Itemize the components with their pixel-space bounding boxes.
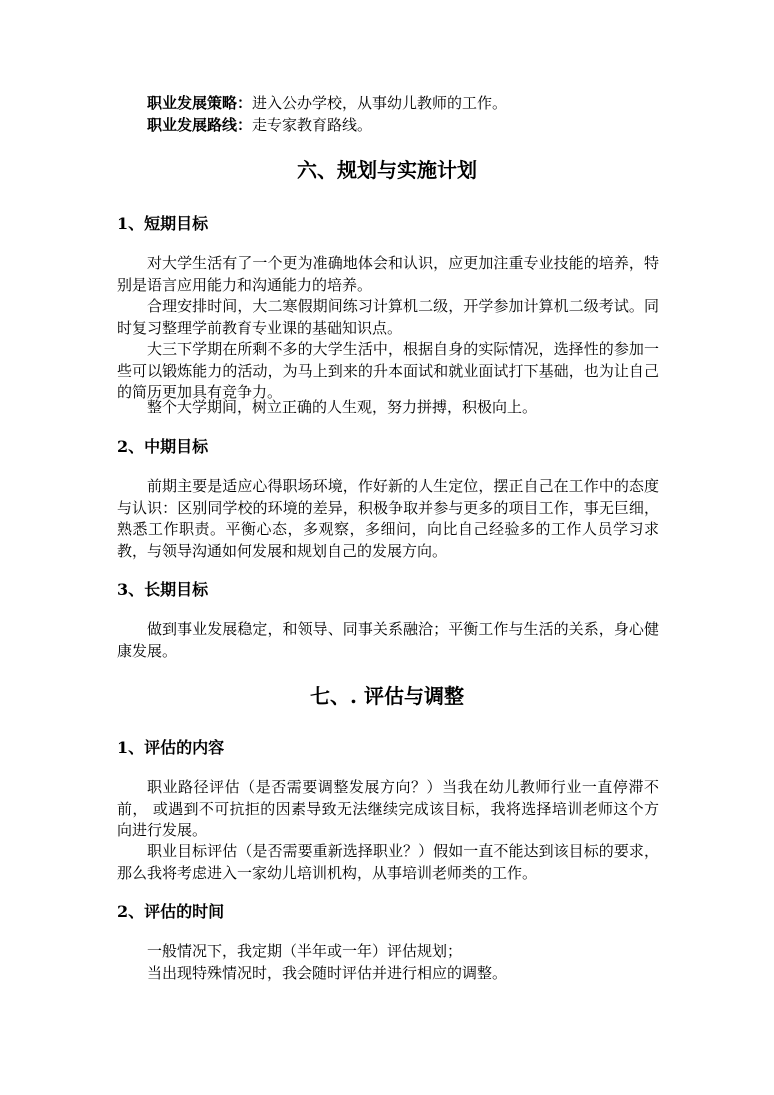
career-route-label: 职业发展路线： (147, 116, 253, 134)
career-strategy-text: 进入公办学校，从事幼儿教师的工作。 (252, 94, 508, 112)
evaluation-content-paragraph-1: 职业路径评估（是否需要调整发展方向？）当我在幼儿教师行业一直停滞不前， 或遇到不可抗拒的因素导致无法继续完成该目标，我将选择培训老师这个方向进行发展。 (117, 778, 659, 839)
mid-term-heading: 2、中期目标 (117, 437, 209, 456)
long-term-heading: 3、长期目标 (117, 580, 209, 599)
short-term-heading: 1、短期目标 (117, 214, 209, 233)
long-term-paragraph-1: 做到事业发展稳定，和领导、同事关系融洽；平衡工作与生活的关系，身心健康发展。 (117, 620, 659, 660)
evaluation-time-paragraph-1: 一般情况下，我定期（半年或一年）评估规划； (147, 942, 463, 960)
mid-term-paragraph-1: 前期主要是适应心得职场环境，作好新的人生定位，摆正自己在工作中的态度与认识：区别同学校的环境的差异，积极争取并参与更多的项目工作，事无巨细，熟悉工作职责。平衡心态，多观察，多细问，向比自己经验多的工作人员学习求教，与领导沟通如何发展和规划自己的发展方向。 (117, 477, 659, 560)
evaluation-time-paragraph-2: 当出现特殊情况时，我会随时评估并进行相应的调整。 (147, 964, 508, 982)
section7-title: 七、. 评估与调整 (310, 684, 464, 708)
career-route-text: 走专家教育路线。 (252, 116, 373, 134)
section6-title: 六、规划与实施计划 (297, 158, 477, 182)
short-term-paragraph-1: 对大学生活有了一个更为准确地体会和认识，应更加注重专业技能的培养，特别是语言应用能力和沟通能力的培养。 (117, 254, 659, 294)
career-route-line (147, 114, 372, 136)
short-term-paragraph-3: 大三下学期在所剩不多的大学生活中，根据自身的实际情况，选择性的参加一些可以锻炼能力的活动，为马上到来的升本面试和就业面试打下基础，也为让自己的简历更加具有竞争力。 (117, 340, 659, 401)
short-term-paragraph-4: 整个大学期间，树立正确的人生观，努力拼搏，积极向上。 (147, 398, 538, 416)
evaluation-content-paragraph-2: 职业目标评估（是否需要重新选择职业？）假如一直不能达到该目标的要求，那么我将考虑进入一家幼儿培训机构，从事培训老师类的工作。 (117, 842, 659, 882)
evaluation-content-heading: 1、评估的内容 (117, 738, 225, 757)
short-term-paragraph-2: 合理安排时间，大二寒假期间练习计算机二级，开学参加计算机二级考试。同时复习整理学前教育专业课的基础知识点。 (117, 297, 659, 337)
evaluation-time-heading: 2、评估的时间 (117, 902, 225, 921)
career-strategy-line (147, 92, 507, 114)
career-strategy-label: 职业发展策略： (147, 94, 253, 112)
